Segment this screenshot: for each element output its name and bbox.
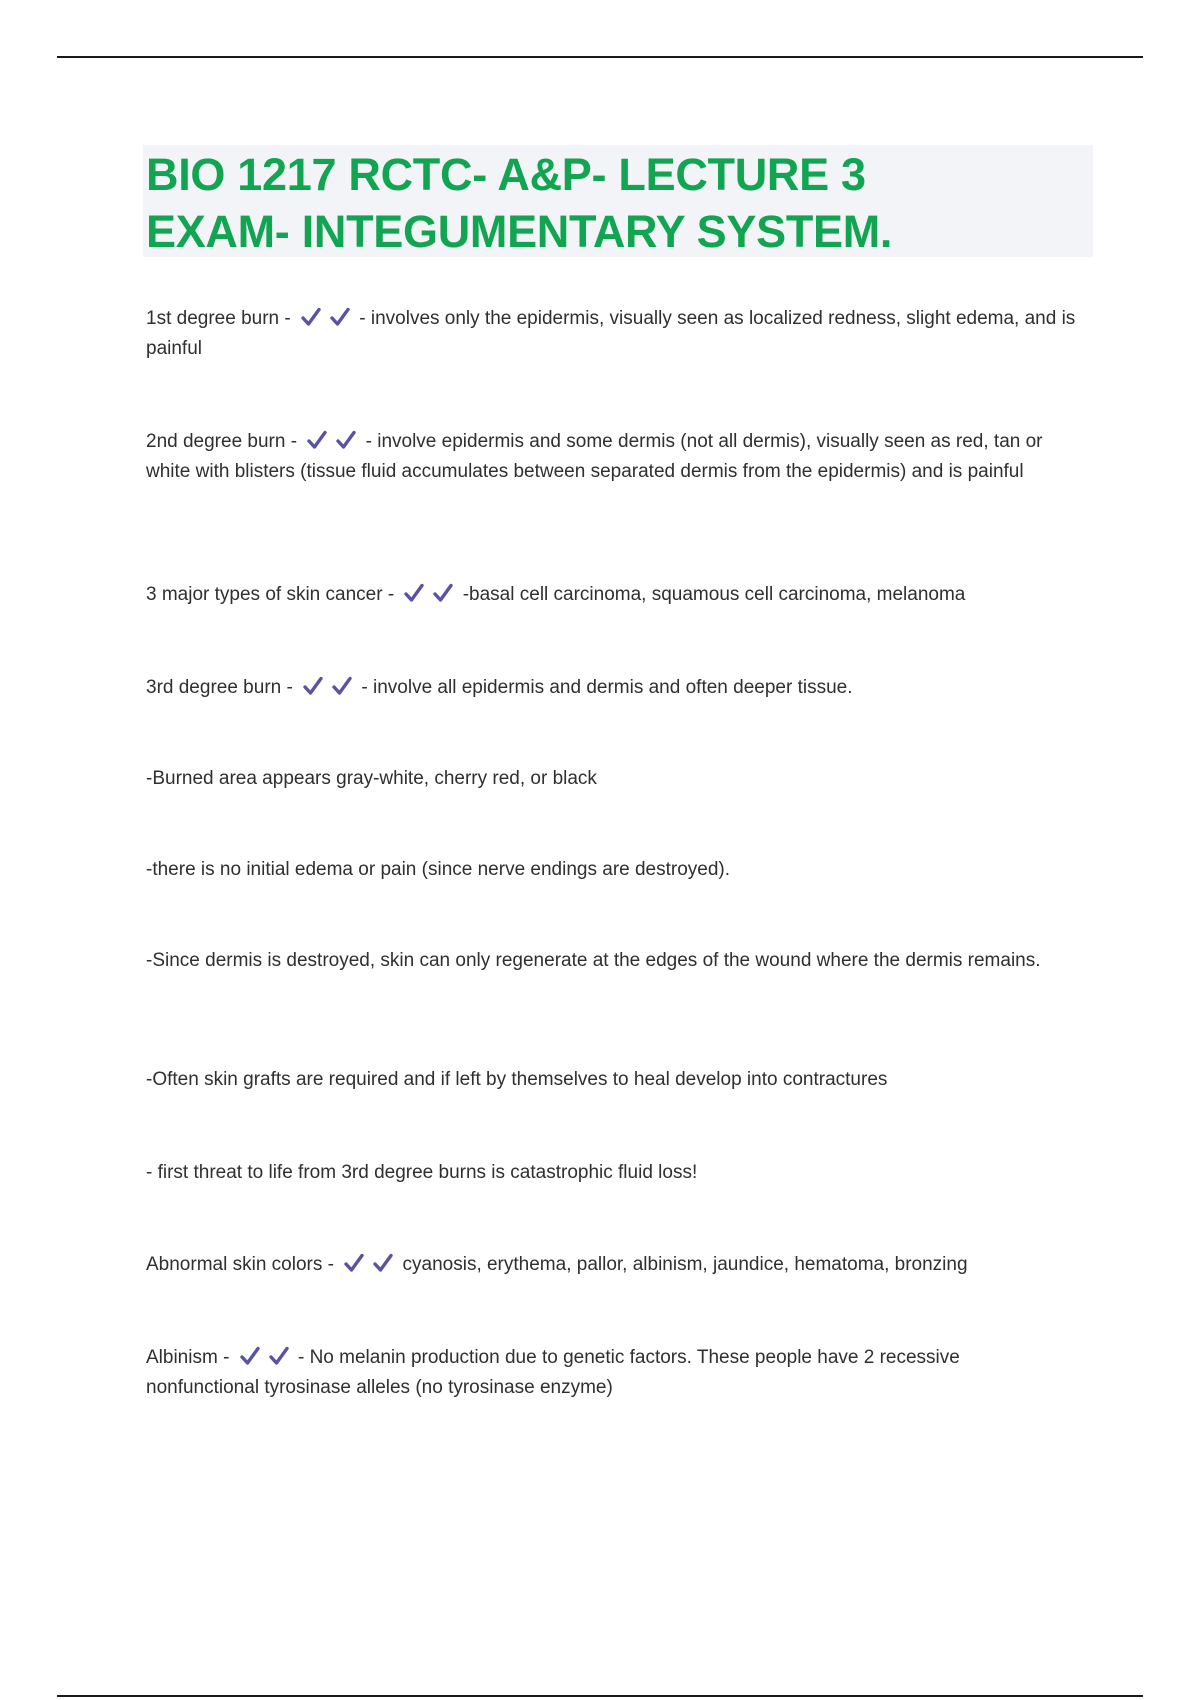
entry-definition: - No melanin production due to genetic factors. These people have 2 recessive nonfunctional tyrosinase alleles (no tyrosinase enzyme) — [146, 1347, 960, 1398]
entry-term: 2nd degree burn - — [146, 431, 298, 452]
entry-albinism — [146, 1343, 1076, 1403]
check-icon — [300, 306, 322, 328]
entry-skin-cancer-types — [146, 580, 1076, 610]
entry-definition: - involve all epidermis and dermis and often deeper tissue. — [361, 677, 853, 698]
entry-term: 1st degree burn - — [146, 308, 291, 329]
entry-definition: cyanosis, erythema, pallor, albinism, jaundice, hematoma, bronzing — [402, 1254, 968, 1275]
check-icon — [403, 582, 425, 604]
check-icon — [306, 429, 328, 451]
check-icon — [329, 306, 351, 328]
check-icon — [239, 1345, 261, 1367]
entry-term: 3rd degree burn - — [146, 677, 293, 698]
check-icon — [302, 675, 324, 697]
entry-term: 3 major types of skin cancer - — [146, 584, 395, 605]
title-line-1: BIO 1217 RCTC- A&P- LECTURE 3 — [146, 149, 866, 200]
note-dermis-destroyed: -Since dermis is destroyed, skin can only regenerate at the edges of the wound where the dermis remains. — [146, 950, 1041, 971]
note-fluid-loss: - first threat to life from 3rd degree burns is catastrophic fluid loss! — [146, 1162, 698, 1183]
entry-term: Albinism - — [146, 1347, 230, 1368]
note-burned-area: -Burned area appears gray-white, cherry red, or black — [146, 768, 597, 789]
check-icon — [331, 675, 353, 697]
check-icon — [268, 1345, 290, 1367]
check-icon — [372, 1252, 394, 1274]
bottom-rule — [57, 1695, 1143, 1697]
check-icon — [335, 429, 357, 451]
note-skin-grafts: -Often skin grafts are required and if left by themselves to heal develop into contractures — [146, 1069, 888, 1090]
page-title — [146, 146, 1086, 260]
entry-definition: - involve epidermis and some dermis (not all dermis), visually seen as red, tan or white with blisters (tissue fluid accumulates between separated dermis from the epidermis) and is painful — [146, 431, 1043, 482]
entry-2nd-degree-burn — [146, 427, 1076, 487]
entry-definition: - involves only the epidermis, visually seen as localized redness, slight edema, and is painful — [146, 308, 1076, 359]
entry-1st-degree-burn — [146, 304, 1076, 364]
note-no-initial-edema: -there is no initial edema or pain (since nerve endings are destroyed). — [146, 859, 731, 880]
top-rule — [57, 56, 1143, 58]
entry-abnormal-skin-colors — [146, 1250, 1076, 1280]
title-line-2: EXAM- INTEGUMENTARY SYSTEM. — [146, 206, 893, 257]
check-icon — [343, 1252, 365, 1274]
entry-definition: -basal cell carcinoma, squamous cell carcinoma, melanoma — [462, 584, 966, 605]
check-icon — [432, 582, 454, 604]
entry-3rd-degree-burn — [146, 673, 1076, 703]
entry-term: Abnormal skin colors - — [146, 1254, 334, 1275]
